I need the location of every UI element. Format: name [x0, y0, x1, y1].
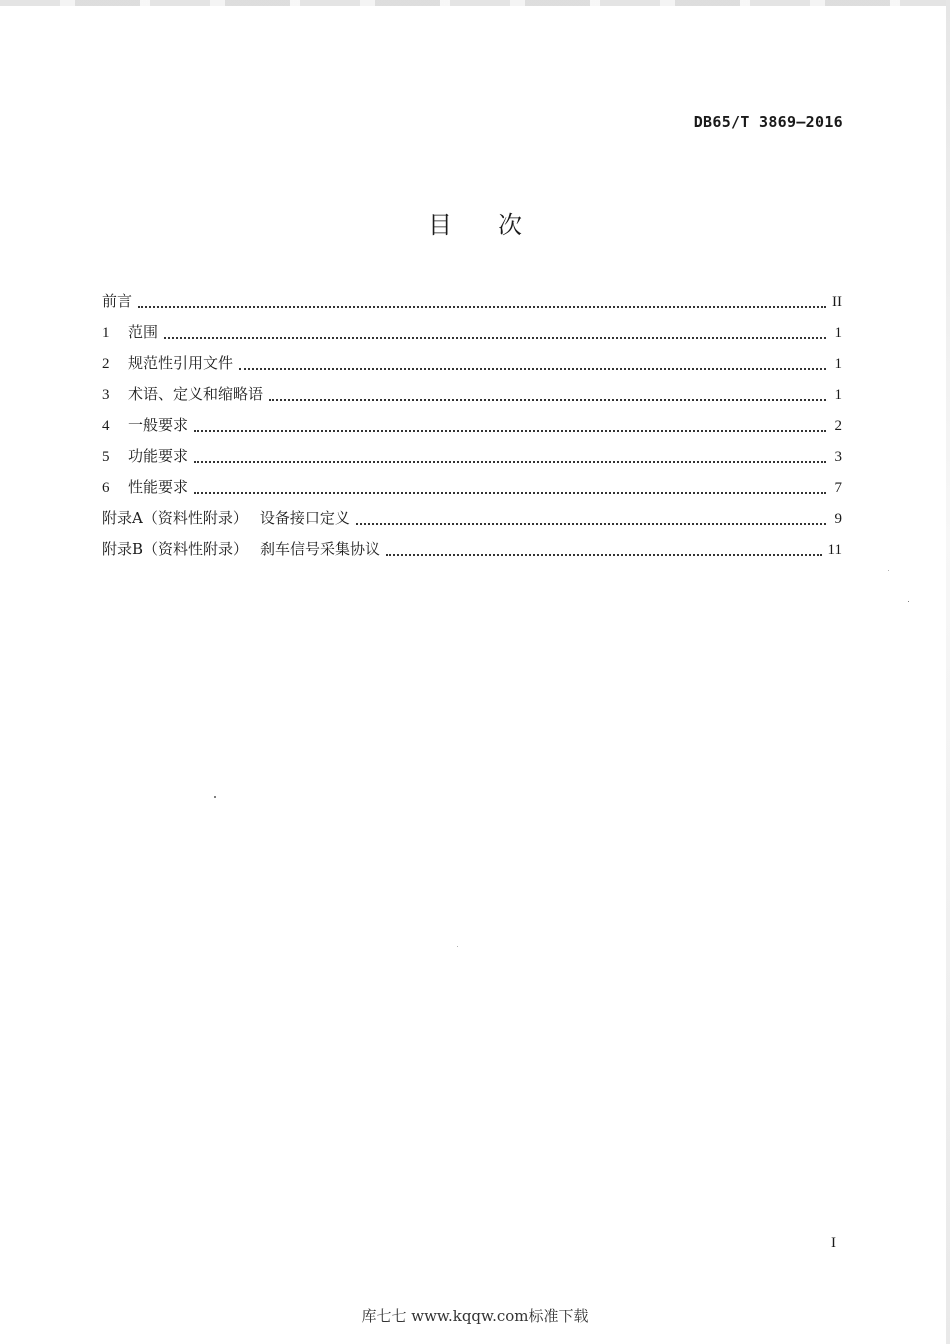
- toc-entry-normative-references[interactable]: [102, 348, 842, 379]
- watermark-text: 库七七 www.kqqw.com标准下载: [361, 1307, 589, 1325]
- toc-entry-label: 前言: [102, 292, 133, 310]
- scan-speck: [214, 796, 216, 798]
- scan-speck: [457, 946, 458, 947]
- table-of-contents: [102, 286, 842, 565]
- toc-entry-appendix-b[interactable]: [102, 534, 842, 565]
- toc-entry-label: 设备接口定义: [259, 509, 350, 527]
- scan-edge-top: [0, 0, 950, 6]
- toc-entry-page: 1: [834, 325, 842, 341]
- toc-entry-label: 范围: [128, 323, 159, 341]
- scan-speck: [888, 570, 889, 571]
- toc-entry-terms[interactable]: [102, 379, 842, 410]
- toc-entry-page: 9: [834, 511, 842, 527]
- dot-leader: [269, 398, 826, 401]
- appendix-prefix: 附录B（资料性附录）: [102, 540, 249, 558]
- toc-entry-label: 功能要求: [128, 447, 189, 465]
- dot-leader: [386, 553, 822, 556]
- appendix-prefix: 附录A（资料性附录）: [102, 509, 248, 527]
- toc-entry-page: II: [832, 294, 842, 310]
- dot-leader: [194, 460, 826, 463]
- toc-entry-page: 3: [834, 449, 842, 465]
- dot-leader: [194, 429, 826, 432]
- toc-entry-number: 1: [102, 325, 110, 341]
- toc-entry-label: 一般要求: [128, 416, 189, 434]
- toc-entry-number: 5: [102, 449, 110, 465]
- dot-leader: [164, 336, 826, 339]
- toc-entry-performance-requirements[interactable]: [102, 472, 842, 503]
- toc-entry-number: 2: [102, 356, 110, 372]
- toc-entry-page: 1: [834, 387, 842, 403]
- document-code: DB65/T 3869—2016: [693, 113, 843, 131]
- toc-entry-appendix-a[interactable]: [102, 503, 842, 534]
- toc-entry-number: 3: [102, 387, 110, 403]
- toc-entry-page: 1: [834, 356, 842, 372]
- toc-entry-label: 规范性引用文件: [128, 354, 234, 372]
- toc-entry-page: 2: [834, 418, 842, 434]
- toc-entry-functional-requirements[interactable]: [102, 441, 842, 472]
- scan-edge-right: [946, 0, 950, 1344]
- page-number: I: [831, 1235, 836, 1251]
- toc-entry-scope[interactable]: [102, 317, 842, 348]
- toc-title: 目次: [428, 211, 568, 239]
- toc-entry-label: 刹车信号采集协议: [260, 540, 381, 558]
- scan-speck: [908, 601, 909, 602]
- toc-entry-general-requirements[interactable]: [102, 410, 842, 441]
- toc-entry-page: 7: [834, 480, 842, 496]
- toc-entry-page: 11: [827, 542, 842, 558]
- toc-entry-foreword[interactable]: [102, 286, 842, 317]
- dot-leader: [239, 367, 826, 370]
- toc-entry-number: 4: [102, 418, 110, 434]
- dot-leader: [138, 305, 826, 308]
- dot-leader: [194, 491, 826, 494]
- toc-entry-label: 术语、定义和缩略语: [128, 385, 264, 403]
- dot-leader: [356, 522, 826, 525]
- toc-entry-number: 6: [102, 480, 110, 496]
- toc-entry-label: 性能要求: [128, 478, 189, 496]
